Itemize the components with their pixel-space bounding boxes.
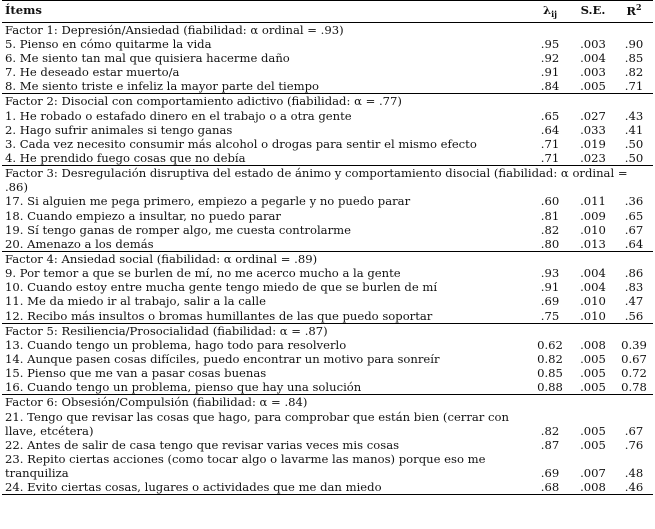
se-value: .027 bbox=[580, 108, 606, 123]
table-row bbox=[2, 51, 653, 65]
lambda-value: 0.62 bbox=[537, 337, 563, 352]
item-text: 15. Pienso que me van a pasar cosas buenas bbox=[5, 366, 267, 381]
se-value: .008 bbox=[571, 480, 615, 495]
r2-value: .67 bbox=[624, 222, 644, 237]
se-value: .019 bbox=[580, 136, 606, 151]
lambda-value: .69 bbox=[540, 294, 560, 309]
lambda-value: .84 bbox=[540, 79, 560, 94]
item-text: 16. Cuando tengo un problema, pienso que hay una solución bbox=[5, 380, 362, 395]
table-row bbox=[2, 65, 653, 79]
item-text: 22. Antes de salir de casa tengo que revisar varias veces mis cosas bbox=[5, 437, 400, 452]
table-row bbox=[2, 209, 653, 223]
r2-value: .36 bbox=[624, 194, 644, 209]
lambda-value: .71 bbox=[540, 136, 560, 151]
item-text: 8. Me siento triste e infeliz la mayor parte del tiempo bbox=[5, 79, 319, 94]
factor-title-row bbox=[2, 94, 653, 109]
r2-value: .67 bbox=[624, 423, 644, 438]
items-header: Ítems bbox=[2, 1, 529, 23]
lambda-value: .95 bbox=[540, 36, 560, 51]
factor-title-row bbox=[2, 323, 653, 338]
r2-value: 0.39 bbox=[621, 337, 647, 352]
se-value: .033 bbox=[580, 122, 606, 137]
table-row bbox=[2, 410, 653, 438]
item-text: 7. He deseado estar muerto/a bbox=[5, 65, 180, 80]
lambda-value: .82 bbox=[540, 423, 560, 438]
r2-value: 0.67 bbox=[621, 351, 647, 366]
factor-title-row bbox=[2, 395, 653, 410]
item-text: 9. Por temor a que se burlen de mí, no me acerco mucho a la gente bbox=[5, 266, 401, 281]
lambda-value: .92 bbox=[540, 51, 560, 66]
table-row bbox=[2, 309, 653, 324]
r2-value: .43 bbox=[624, 108, 644, 123]
lambda-value: 0.88 bbox=[537, 380, 563, 395]
factor-title-row bbox=[2, 166, 653, 195]
item-text: 24. Evito ciertas cosas, lugares o actividades que me dan miedo bbox=[2, 480, 529, 495]
table-row bbox=[2, 223, 653, 237]
se-value: .010 bbox=[580, 308, 606, 323]
se-value: .010 bbox=[580, 222, 606, 237]
table-row bbox=[2, 37, 653, 51]
se-value: .005 bbox=[580, 79, 606, 94]
item-text: 14. Aunque pasen cosas difíciles, puedo encontrar un motivo para sonreír bbox=[5, 351, 440, 366]
se-header: S.E. bbox=[571, 1, 615, 23]
factor-title: Factor 6: Obsesión/Compulsión (fiabilidad: α = .84) bbox=[2, 395, 653, 410]
lambda-value: 0.85 bbox=[537, 366, 563, 381]
table-row bbox=[2, 280, 653, 294]
table-row bbox=[2, 338, 653, 352]
se-value: .003 bbox=[580, 36, 606, 51]
table-row bbox=[2, 266, 653, 280]
r2-value: .76 bbox=[624, 437, 644, 452]
r2-value: .65 bbox=[624, 208, 644, 223]
item-text: 12. Recibo más insultos o bromas humillantes de las que puedo soportar bbox=[5, 308, 433, 323]
table-row bbox=[2, 109, 653, 123]
lambda-value: .65 bbox=[540, 108, 560, 123]
item-text: 6. Me siento tan mal que quisiera hacerme daño bbox=[5, 51, 290, 66]
se-value: .007 bbox=[580, 466, 606, 481]
factor-title: Factor 1: Depresión/Ansiedad (fiabilidad: α ordinal = .93) bbox=[2, 22, 653, 37]
r2-value: .41 bbox=[624, 122, 644, 137]
r2-value: .90 bbox=[624, 36, 644, 51]
r2-letter: R bbox=[626, 4, 637, 18]
item-text: 4. He prendido fuego cosas que no debía bbox=[5, 151, 246, 166]
item-text: 19. Sí tengo ganas de romper algo, me cuesta controlarme bbox=[5, 222, 351, 237]
table-row bbox=[2, 294, 653, 308]
r2-value: 0.72 bbox=[621, 366, 647, 381]
item-text: 10. Cuando estoy entre mucha gente tengo miedo de que se burlen de mí bbox=[5, 280, 438, 295]
lambda-value: .80 bbox=[540, 236, 560, 251]
r2-value: .71 bbox=[624, 79, 644, 94]
lambda-symbol: λ bbox=[542, 3, 552, 17]
table-row bbox=[2, 79, 653, 94]
r2-value: .47 bbox=[624, 294, 644, 309]
item-text: 23. Repito ciertas acciones (como tocar algo o lavarme las manos) porque eso me tranquiliza bbox=[5, 451, 486, 481]
factor-title-row bbox=[2, 252, 653, 267]
se-value: .004 bbox=[580, 266, 606, 281]
factor-title: Factor 2: Disocial con comportamiento adictivo (fiabilidad: α = .77) bbox=[2, 94, 653, 109]
se-value: .005 bbox=[580, 423, 606, 438]
se-value: .013 bbox=[580, 236, 606, 251]
r2-header bbox=[615, 1, 653, 23]
se-value: .004 bbox=[580, 280, 606, 295]
lambda-value: .71 bbox=[540, 151, 560, 166]
table-row bbox=[2, 366, 653, 380]
item-text: 2. Hago sufrir animales si tengo ganas bbox=[5, 122, 233, 137]
table-row bbox=[2, 123, 653, 137]
factor-loadings-table bbox=[2, 0, 653, 495]
item-text: 1. He robado o estafado dinero en el trabajo o a otra gente bbox=[5, 108, 352, 123]
lambda-value: .87 bbox=[540, 437, 560, 452]
factor-title: Factor 3: Desregulación disruptiva del estado de ánimo y comportamiento disocial (fiabilidad: α ordinal = .86) bbox=[2, 166, 653, 195]
item-text: 17. Si alguien me pega primero, empiezo a pegarle y no puedo parar bbox=[5, 194, 411, 209]
table-row bbox=[2, 194, 653, 208]
se-value: .005 bbox=[580, 351, 606, 366]
lambda-value: .68 bbox=[529, 480, 571, 495]
r2-superscript: 2 bbox=[636, 2, 642, 12]
lambda-value: .82 bbox=[540, 222, 560, 237]
se-value: .005 bbox=[580, 380, 606, 395]
r2-value: .82 bbox=[624, 65, 644, 80]
item-text: 5. Pienso en cómo quitarme la vida bbox=[5, 36, 212, 51]
factor-title: Factor 5: Resiliencia/Prosocialidad (fiabilidad: α = .87) bbox=[2, 323, 653, 338]
item-text: 18. Cuando empiezo a insultar, no puedo parar bbox=[5, 208, 281, 223]
se-value: .008 bbox=[580, 337, 606, 352]
item-text: 11. Me da miedo ir al trabajo, salir a la calle bbox=[5, 294, 266, 309]
se-value: .010 bbox=[580, 294, 606, 309]
r2-value: .85 bbox=[624, 51, 644, 66]
r2-value: .50 bbox=[624, 151, 644, 166]
r2-value: .50 bbox=[624, 136, 644, 151]
lambda-subscript: ij bbox=[551, 9, 558, 19]
lambda-value: .91 bbox=[540, 280, 560, 295]
se-value: .003 bbox=[580, 65, 606, 80]
item-text: 3. Cada vez necesito consumir más alcohol o drogas para sentir el mismo efecto bbox=[5, 136, 477, 151]
r2-value: .48 bbox=[624, 466, 644, 481]
table-row bbox=[2, 352, 653, 366]
se-value: .005 bbox=[580, 437, 606, 452]
lambda-header bbox=[529, 1, 571, 23]
lambda-value: .93 bbox=[540, 266, 560, 281]
table-row bbox=[2, 480, 653, 495]
se-value: .009 bbox=[580, 208, 606, 223]
lambda-value: .91 bbox=[540, 65, 560, 80]
item-text: 21. Tengo que revisar las cosas que hago, para comprobar que están bien (cerrar con llave, etcétera) bbox=[5, 409, 509, 438]
r2-value: .86 bbox=[624, 266, 644, 281]
lambda-value: .64 bbox=[540, 122, 560, 137]
factor-title: Factor 4: Ansiedad social (fiabilidad: α ordinal = .89) bbox=[2, 252, 653, 267]
lambda-value: 0.82 bbox=[537, 351, 563, 366]
r2-value: .64 bbox=[624, 236, 644, 251]
header-row bbox=[2, 1, 653, 23]
se-value: .004 bbox=[580, 51, 606, 66]
lambda-value: .69 bbox=[540, 466, 560, 481]
se-value: .023 bbox=[580, 151, 606, 166]
table-row bbox=[2, 137, 653, 151]
r2-value: .46 bbox=[615, 480, 653, 495]
table-body bbox=[2, 22, 653, 495]
r2-value: .56 bbox=[624, 308, 644, 323]
lambda-value: .81 bbox=[540, 208, 560, 223]
table-row bbox=[2, 151, 653, 166]
se-value: .011 bbox=[580, 194, 606, 209]
table-row bbox=[2, 438, 653, 452]
r2-value: 0.78 bbox=[621, 380, 647, 395]
r2-value: .83 bbox=[624, 280, 644, 295]
item-text: 20. Amenazo a los demás bbox=[5, 236, 154, 251]
table-row bbox=[2, 452, 653, 480]
lambda-value: .60 bbox=[540, 194, 560, 209]
se-value: .005 bbox=[580, 366, 606, 381]
item-text: 13. Cuando tengo un problema, hago todo para resolverlo bbox=[5, 337, 347, 352]
factor-title-row bbox=[2, 22, 653, 37]
lambda-value: .75 bbox=[540, 308, 560, 323]
table-row bbox=[2, 380, 653, 395]
table-row bbox=[2, 237, 653, 252]
